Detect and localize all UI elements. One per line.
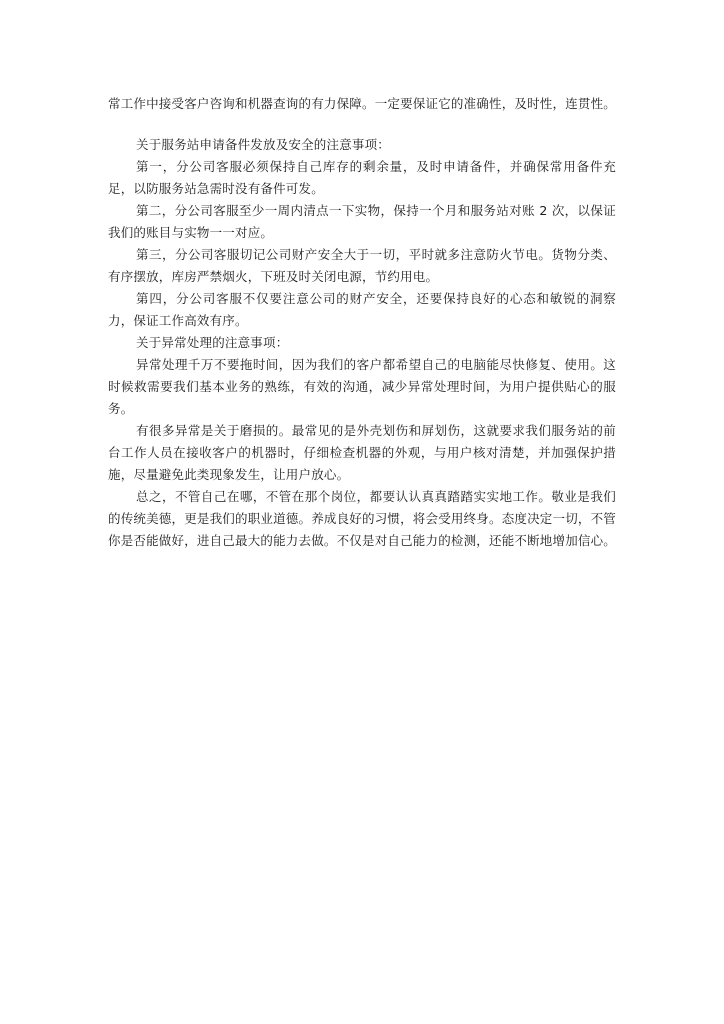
- paragraph-continuation: 常工作中接受客户咨询和机器查询的有力保障。一定要保证它的准确性，及时性，连贯性。: [108, 96, 617, 111]
- paragraph-exception-wear: 有很多异常是关于磨损的。最常见的是外壳划伤和屏划伤，这就要求我们服务站的前台工作人员在接收客户的机器时，仔细检查机器的外观，与用户核对清楚，并加强保护措施，尽量避免此类现象发生，让用户放心。: [108, 423, 616, 482]
- paragraph-item-2: 第二，分公司客服至少一周内清点一下实物，保持一个月和服务站对账 2 次，以保证我们的账目与实物一一对应。: [108, 203, 616, 240]
- document-body: [108, 93, 616, 552]
- paragraph-item-3: 第三，分公司客服切记公司财产安全大于一切，平时就多注意防火节电。货物分类、有序摆放，库房严禁烟火，下班及时关闭电源，节约用电。: [108, 247, 616, 284]
- paragraph-exception-timing: 异常处理千万不要拖时间，因为我们的客户都希望自己的电脑能尽快修复、使用。这时候救需要我们基本业务的熟练，有效的沟通，减少异常处理时间，为用户提供贴心的服务。: [108, 357, 616, 416]
- paragraph-item-1: 第一，分公司客服必须保持自己库存的剩余量，及时申请备件，并确保常用备件充足，以防服务站急需时没有备件可发。: [108, 159, 616, 196]
- paragraph-item-4: 第四，分公司客服不仅要注意公司的财产安全，还要保持良好的心态和敏锐的洞察力，保证工作高效有序。: [108, 291, 616, 328]
- paragraph-conclusion: 总之，不管自己在哪，不管在那个岗位，都要认认真真踏踏实实地工作。敬业是我们的传统美德，更是我们的职业道德。养成良好的习惯，将会受用终身。态度决定一切，不管你是否能做好，进自己最大的能力去做。不仅是对自己能力的检测，还能不断地增加信心。: [108, 489, 617, 548]
- section-heading-exceptions: 关于异常处理的注意事项：: [136, 335, 289, 350]
- section-heading-spare-parts: 关于服务站申请备件发放及安全的注意事项：: [136, 137, 391, 152]
